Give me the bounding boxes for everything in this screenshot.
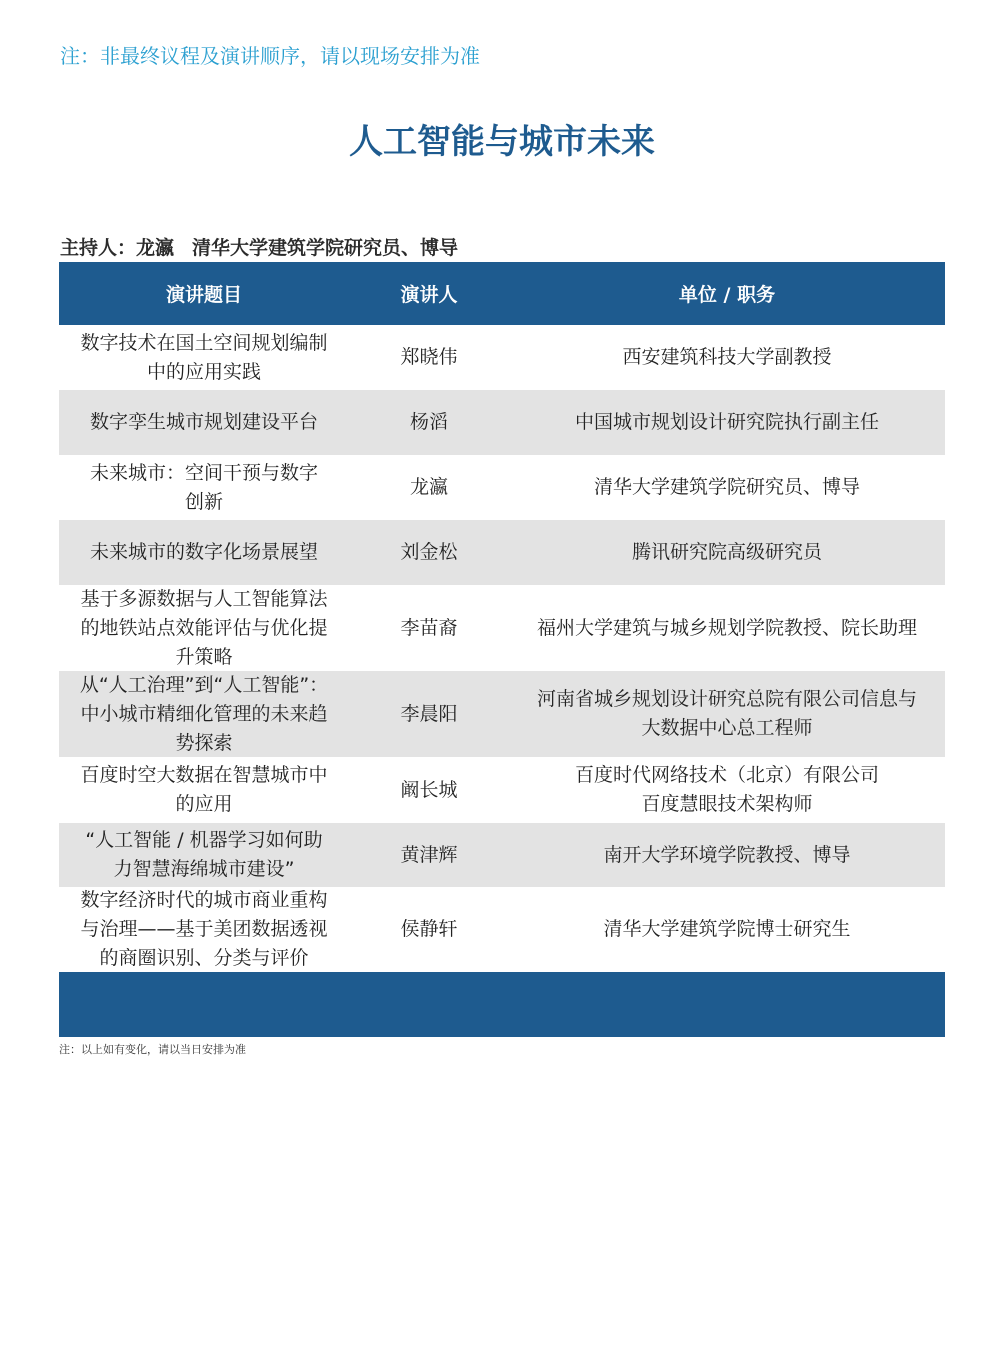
talk-topic: 百度时空大数据在智慧城市中 的应用 [80,764,328,815]
talk-topic: 从“人工治理”到“人工智能”： 中小城市精细化管理的未来趋 势探索 [79,673,329,754]
talk-topic: 未来城市：空间干预与数字 创新 [89,461,318,513]
talk-speaker: 龙瀛 [409,476,448,498]
talk-org: 福州大学建筑与城乡规划学院教授、院长助理 [536,616,917,639]
talk-org: 腾讯研究院高级研究员 [631,541,822,563]
talk-org: 河南省城乡规划设计研究总院有限公司信息与 大数据中心总工程师 [536,688,917,739]
talk-speaker: 杨滔 [409,411,448,433]
host-line [60,233,458,260]
talk-org: 百度时代网络技术（北京）有限公司 百度慧眼技术架构师 [574,764,879,815]
table-row [59,390,945,455]
agenda-disclaimer: 注：非最终议程及演讲顺序，请以现场安排为准 [60,44,480,68]
talk-topic: 基于多源数据与人工智能算法 的地铁站点效能评估与优化提 升策略 [80,587,328,668]
header-speaker: 演讲人 [400,284,458,306]
table-row [59,520,945,585]
talk-speaker: 郑晓伟 [400,346,458,368]
talk-speaker: 刘金松 [400,541,458,563]
table-row [59,671,945,757]
talk-org: 清华大学建筑学院博士研究生 [603,918,851,940]
table-row [59,757,945,823]
talk-topic: 未来城市的数字化场景展望 [89,541,318,563]
talk-topic: 数字经济时代的城市商业重构 与治理——基于美团数据透视 的商圈识别、分类与评价 [80,889,328,969]
talk-org: 中国城市规划设计研究院执行副主任 [574,411,879,433]
talk-org: 清华大学建筑学院研究员、博导 [593,476,860,498]
header-topic: 演讲题目 [165,284,242,306]
talk-speaker: 阚长城 [400,778,458,801]
table-header [59,262,945,325]
talk-org: 西安建筑科技大学副教授 [622,346,832,368]
agenda-table [59,262,945,1037]
table-row [59,887,945,972]
talk-speaker: 侯静轩 [400,918,458,940]
talk-speaker: 李苗裔 [400,616,458,639]
table-row [59,823,945,887]
host-affiliation: 清华大学建筑学院研究员、博导 [192,237,459,259]
table-row [59,585,945,671]
talk-topic: “人工智能 / 机器学习如何助 力智慧海绵城市建设” [85,829,323,880]
talk-speaker: 黄津辉 [400,843,458,866]
talk-topic: 数字孪生城市规划建设平台 [89,411,318,433]
table-row [59,325,945,390]
change-footnote: 注：以上如有变化，请以当日安排为准 [59,1043,246,1056]
host-label: 主持人：龙瀛 [60,237,175,259]
talk-org: 南开大学环境学院教授、博导 [603,843,851,866]
talk-topic: 数字技术在国土空间规划编制 中的应用实践 [80,331,328,383]
talk-speaker: 李晨阳 [400,702,458,725]
table-row [59,455,945,520]
page-title: 人工智能与城市未来 [349,122,655,162]
table-footer-band [59,972,945,1037]
header-org: 单位 / 职务 [678,284,776,306]
